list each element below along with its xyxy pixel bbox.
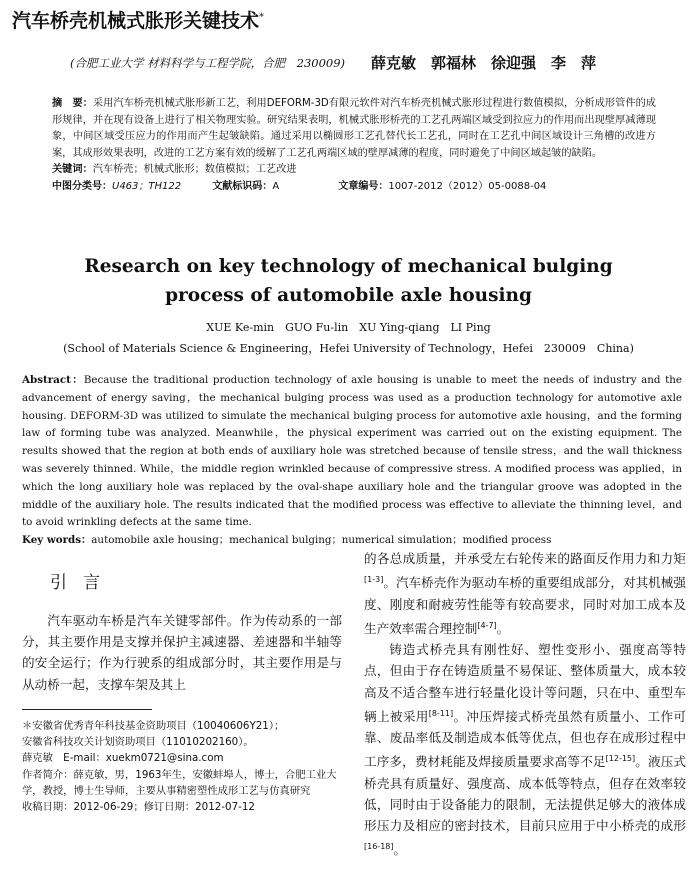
footnote-fund1: ＊安徽省优秀青年科技基金资助项目（10040606Y21）； [22, 719, 285, 732]
chinese-affiliation: (合肥工业大学 材料科学与工程学院，合肥 230009) [70, 55, 346, 70]
footnotes [22, 718, 342, 816]
citation: [4-7] [477, 620, 497, 630]
right-p2-text-a: 铸造式桥壳具有刚性好、塑性变形小、强度高等特点，但由于存在铸造质量不易保证、整体质量大，成本较高及不适合整车进行轻量化设计等问题，只在中、重型车辆上被采用 [364, 642, 686, 724]
right-p1-text: 的各总成质量，并承受左右轮传来的路面反作用力和力矩 [364, 551, 686, 566]
right-paragraph-1 [364, 548, 686, 639]
keywords-text: 汽车桥壳；机械式胀形；数值模拟；工艺改进 [92, 164, 297, 175]
right-p2-text-c: 。液压式桥壳具有质量好、强度高、成本低等特点，但存在效率较低，同时由于设备能力的限制，无法提供足够大的液体成形压力及相应的密封技术，目前只应用于中小桥壳的成形 [364, 754, 687, 834]
keywords-label: 关键词： [52, 164, 93, 175]
right-p1-rest: 。汽车桥壳作为驱动车桥的重要组成部分，对其机械强度、刚度和耐疲劳性能等有较高要求，同时对加工成本及生产效率需合理控制 [364, 575, 686, 636]
citation: [1-3] [364, 575, 384, 585]
english-title [0, 252, 697, 310]
right-p2-text-b: 。冲压焊接式桥壳虽然有质量小、工作可靠、废品率低及制造成本低等优点，但也存在成形过程中工序多，费材耗能及焊接质量要求高等不足 [364, 708, 687, 770]
english-abstract-text: Because the traditional production technology of axle housing is unable to meet the needs of industry and the advancement of energy saving，the mechanical bulging process was used as a production technology for automotive axle housing. DEFORM-3D was utilized to simulate the mechanical bulging process for automotive axle housing，and the forming law of forming tube was analyzed. Meanwhile，the physical experiment was carried out on the existing equipment. The results showed that the region at both ends of auxiliary hole was stretched because of tensile stress，and the wall thickness was severely thinned. While，the middle region wrinkled because of compressive stress. A modified process was applied，in which the long auxiliary hole was replaced by the oval-shape auxiliary hole and the triangular groove was adopted in the middle of the auxiliary hole. The results indicated that the modified process was effective to alleviate the thinning level，and to avoid wrinkling defects at the same time. [22, 374, 682, 529]
doc-code-value: A [272, 180, 280, 192]
english-abstract-label: Abstract： [22, 374, 84, 386]
footnote-rule [22, 709, 152, 710]
citation: [16-18] [364, 842, 394, 852]
article-no-label: 文章编号： [338, 180, 389, 192]
doc-code-field [212, 181, 307, 192]
right-column [364, 548, 686, 861]
chinese-title-text: 汽车桥壳机械式胀形关键技术 [12, 10, 260, 32]
right-p1-end: 。 [496, 620, 510, 636]
chinese-keywords [52, 162, 656, 179]
left-body [22, 610, 342, 695]
citation: [12-15] [605, 754, 636, 764]
left-column [22, 548, 342, 816]
footnote-fund2: 安徽省科技攻关计划资助项目（11010202160）。 [22, 736, 254, 749]
affiliation-author-line [70, 52, 690, 73]
english-abstract [22, 372, 682, 550]
right-paragraph-2 [364, 639, 686, 861]
title-footnote-mark: * [259, 11, 265, 23]
introduction-heading: 引言 [50, 573, 116, 593]
footnote-dates: 收稿日期：2012-06-29；修订日期：2012-07-12 [22, 801, 255, 814]
left-paragraph: 汽车驱动车桥是汽车关键零部件。作为传动系的一部分，其主要作用是支撑并保护主减速器、差速器和半轴等的安全运行；作为行驶系的组成部分时，其主要作用是与从动桥一起，支撑车架及其上 [22, 613, 342, 692]
clc-label: 中图分类号： [52, 180, 112, 192]
chinese-abstract-body [52, 96, 656, 162]
chinese-authors: 薛克敏 郭福林 徐迎强 李 萍 [371, 54, 597, 72]
english-title-line2: process of automobile axle housing [165, 285, 532, 306]
clc-value: U463；TH122 [112, 180, 182, 192]
abstract-text: 采用汽车桥壳机械式胀形新工艺，利用DEFORM-3D有限元软件对汽车桥壳机械式胀形过程进行数值模拟，分析成形管件的成形规律，并在现有设备上进行了相关物理实验。研究结果表明，机械式胀形桥壳的工艺孔两端区域受到拉应力的作用而出现壁厚减薄现象，中间区域受压应力的作用而产生起皱缺陷。通过采用以椭圆形工艺孔替代长工艺孔，同时在工艺孔中间区域设计三角槽的改进方案，其成形效果表明，改进的工艺方案有效的缓解了工艺孔两端区域的壁厚减薄的程度，同时避免了中间区域起皱的缺陷。 [52, 98, 656, 159]
clc-field [52, 181, 181, 192]
classification-line [52, 179, 656, 196]
english-title-line1: Research on key technology of mechanical bulging [84, 256, 613, 277]
english-keywords-text: automobile axle housing；mechanical bulging；numerical simulation；modified process [91, 534, 552, 547]
article-no-field [338, 181, 574, 192]
english-authors: XUE Ke-min GUO Fu-lin XU Ying-qiang LI Ping [206, 321, 491, 334]
chinese-abstract [52, 96, 656, 195]
abstract-label: 摘 要： [52, 98, 93, 109]
citation: [8-11] [428, 708, 454, 718]
footnote-contact: 薛克敏 E-mail：xuekm0721@sina.com [22, 752, 224, 765]
article-no-value: 1007-2012（2012）05-0088-04 [388, 180, 547, 192]
doc-code-label: 文献标识码： [212, 180, 273, 192]
chinese-title [12, 6, 264, 33]
english-keywords-label: Key words： [22, 534, 92, 547]
footnote-bio: 作者简介：薛克敏，男，1963年生，安徽蚌埠人，博士，合肥工业大学，教授，博士生导师，主要从事精密塑性成形工艺与仿真研究 [22, 768, 337, 797]
right-p2-end: 。 [393, 842, 407, 858]
english-abstract-body [22, 372, 682, 532]
english-affiliation: (School of Materials Science & Engineering，Hefei University of Technology，Hefei 230009 China) [63, 342, 634, 355]
